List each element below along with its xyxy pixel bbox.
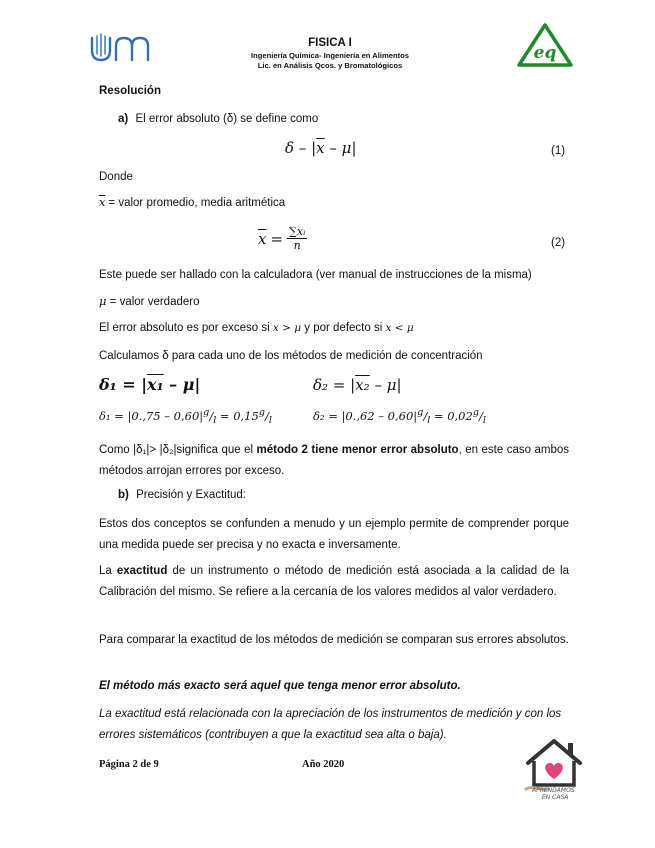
eq2-xbar: $\overline{x}$ — [258, 229, 267, 248]
equation-2 — [258, 225, 307, 252]
xbar-definition — [99, 195, 285, 211]
d2-calc-b: = 0,02 — [430, 408, 473, 423]
eq2-numerator: ∑xᵢ — [289, 225, 306, 238]
exceso-text-2: y por defecto si — [301, 322, 386, 334]
d2-xbar: x₂ — [355, 376, 370, 394]
eq1-bar-open: | — [311, 139, 317, 157]
como-paragraph — [99, 440, 569, 482]
eq2-eq: = — [270, 229, 284, 248]
exceso-math-2: x < μ — [385, 322, 414, 334]
eq1-bar-close: | — [351, 139, 357, 157]
mu-symbol: μ — [99, 294, 107, 308]
d1-lhs: δ₁ = | — [99, 375, 148, 394]
paragraph-2 — [99, 561, 569, 603]
d2-lhs: δ₂ = | — [313, 376, 356, 394]
d2-unit1-num: g — [417, 407, 424, 418]
eq2-fraction — [287, 225, 307, 252]
equation-1 — [285, 139, 357, 157]
header-right-logo — [516, 22, 574, 68]
eq1-xbar: $\overline{x}$ — [316, 139, 325, 157]
como-text-2: , en este caso ambos métodos arrojan errores por exceso. — [99, 444, 569, 477]
mu-def-text: = valor verdadero — [106, 296, 200, 308]
d2-rhs: – μ| — [369, 376, 402, 394]
equation-1-number: (1) — [551, 145, 566, 157]
d1-xbar: x₁ — [147, 375, 164, 394]
footer-logo-text-1: APRENDAMOS — [532, 787, 575, 794]
d1-rhs: – μ| — [163, 375, 201, 394]
para2-text-2: de un instrumento o método de medición está asociada a la calidad de la Calibración del mismo. Se refiere a la cercanía de los valores medidos al valor verdadero. — [99, 565, 569, 598]
xbar-symbol: $\overline{x}$ — [99, 196, 106, 209]
item-a-label: a) — [118, 113, 129, 125]
svg-text:eq: eq — [533, 43, 557, 63]
exceso-math-1: x > μ — [272, 322, 302, 334]
footer-year: Año 2020 — [302, 759, 345, 770]
para2-bold: exactitud — [116, 565, 168, 577]
footer-page-number: Página 2 de 9 — [99, 759, 159, 770]
d1-unit1-den: l — [213, 415, 217, 427]
paragraph-3: Para comparar la exactitud de los métodos de medición se comparan sus errores absolutos. — [99, 634, 569, 646]
mu-definition — [99, 293, 200, 310]
header-subtitle-2: Lic. en Análisis Qcos. y Bromatológicos — [257, 61, 403, 70]
calculator-note: Este puede ser hallado con la calculadora (ver manual de instrucciones de la misma) — [99, 269, 532, 281]
university-logo-icon — [88, 30, 158, 66]
item-b — [118, 487, 246, 503]
eq1-delta: δ — [285, 139, 295, 157]
paragraph-5: La exactitud está relacionada con la apreciación de los instrumentos de medición y con los errores sistemáticos (contribuyen a que la exactitud sea alta o baja). — [99, 708, 562, 741]
exceso-text-1: El error absoluto es por exceso si — [99, 322, 273, 334]
como-bold: método 2 tiene menor error absoluto — [256, 444, 459, 456]
item-a — [118, 111, 318, 127]
donde-label: Donde — [99, 171, 133, 183]
item-a-text: El error absoluto (δ) se define como — [135, 113, 319, 125]
footer-logo — [522, 735, 588, 803]
header-left-logo — [88, 30, 158, 66]
d2-unit2-num: g — [472, 407, 479, 418]
delta1-calculation: $\delta_1 = |0.,75 - 0,60|^g/_l = 0,15^g/_l$ — [99, 407, 272, 427]
d2-unit1-den: l — [427, 415, 431, 427]
eq2-denominator: n — [293, 239, 301, 252]
xbar-def-text: = valor promedio, media aritmética — [105, 197, 286, 209]
delta1-definition — [99, 375, 200, 394]
eq1-op: – — [298, 139, 307, 157]
para2-text-1: La — [99, 565, 117, 577]
d1-unit2-den: l — [268, 415, 272, 427]
d2-unit2-den: l — [482, 415, 486, 427]
d1-unit1-num: g — [203, 407, 210, 418]
d1-calc-a: δ₁ = |0.,75 – 0,60| — [99, 408, 204, 423]
header-title: FISICA I — [308, 37, 352, 49]
section-title: Resolución — [99, 85, 161, 97]
department-logo-icon — [516, 22, 574, 68]
paragraph-4: El método más exacto será aquel que tenga menor error absoluto. — [99, 680, 461, 692]
footer-logo-text-2: EN CASA — [542, 794, 569, 801]
d2-calc-a: δ₂ = |0.,62 – 0,60| — [313, 408, 418, 423]
delta2-calculation: $\delta_2 = |0.,62 - 0,60|^g/_l = 0,02^g/_l$ — [313, 407, 486, 427]
calc-delta-line: Calculamos δ para cada uno de los métodos de medición de concentración — [99, 350, 483, 362]
item-b-text: Precisión y Exactitud: — [136, 489, 246, 501]
header-subtitle-1: Ingeniería Química- Ingeniería en Alimentos — [251, 51, 409, 60]
equation-2-number: (2) — [551, 237, 566, 249]
paragraph-1: Estos dos conceptos se confunden a menudo y un ejemplo permite de comprender porque una medida puede ser precisa y no exacta e inversamente. — [99, 518, 569, 551]
item-b-label: b) — [118, 489, 129, 501]
d1-calc-b: = 0,15 — [216, 408, 259, 423]
como-text-1: Como |δ₁|> |δ₂|significa que el — [99, 444, 257, 456]
eq1-rest: – μ — [329, 139, 352, 157]
exceso-line — [99, 320, 414, 336]
d1-unit2-num: g — [258, 407, 265, 418]
delta2-definition — [313, 376, 402, 394]
